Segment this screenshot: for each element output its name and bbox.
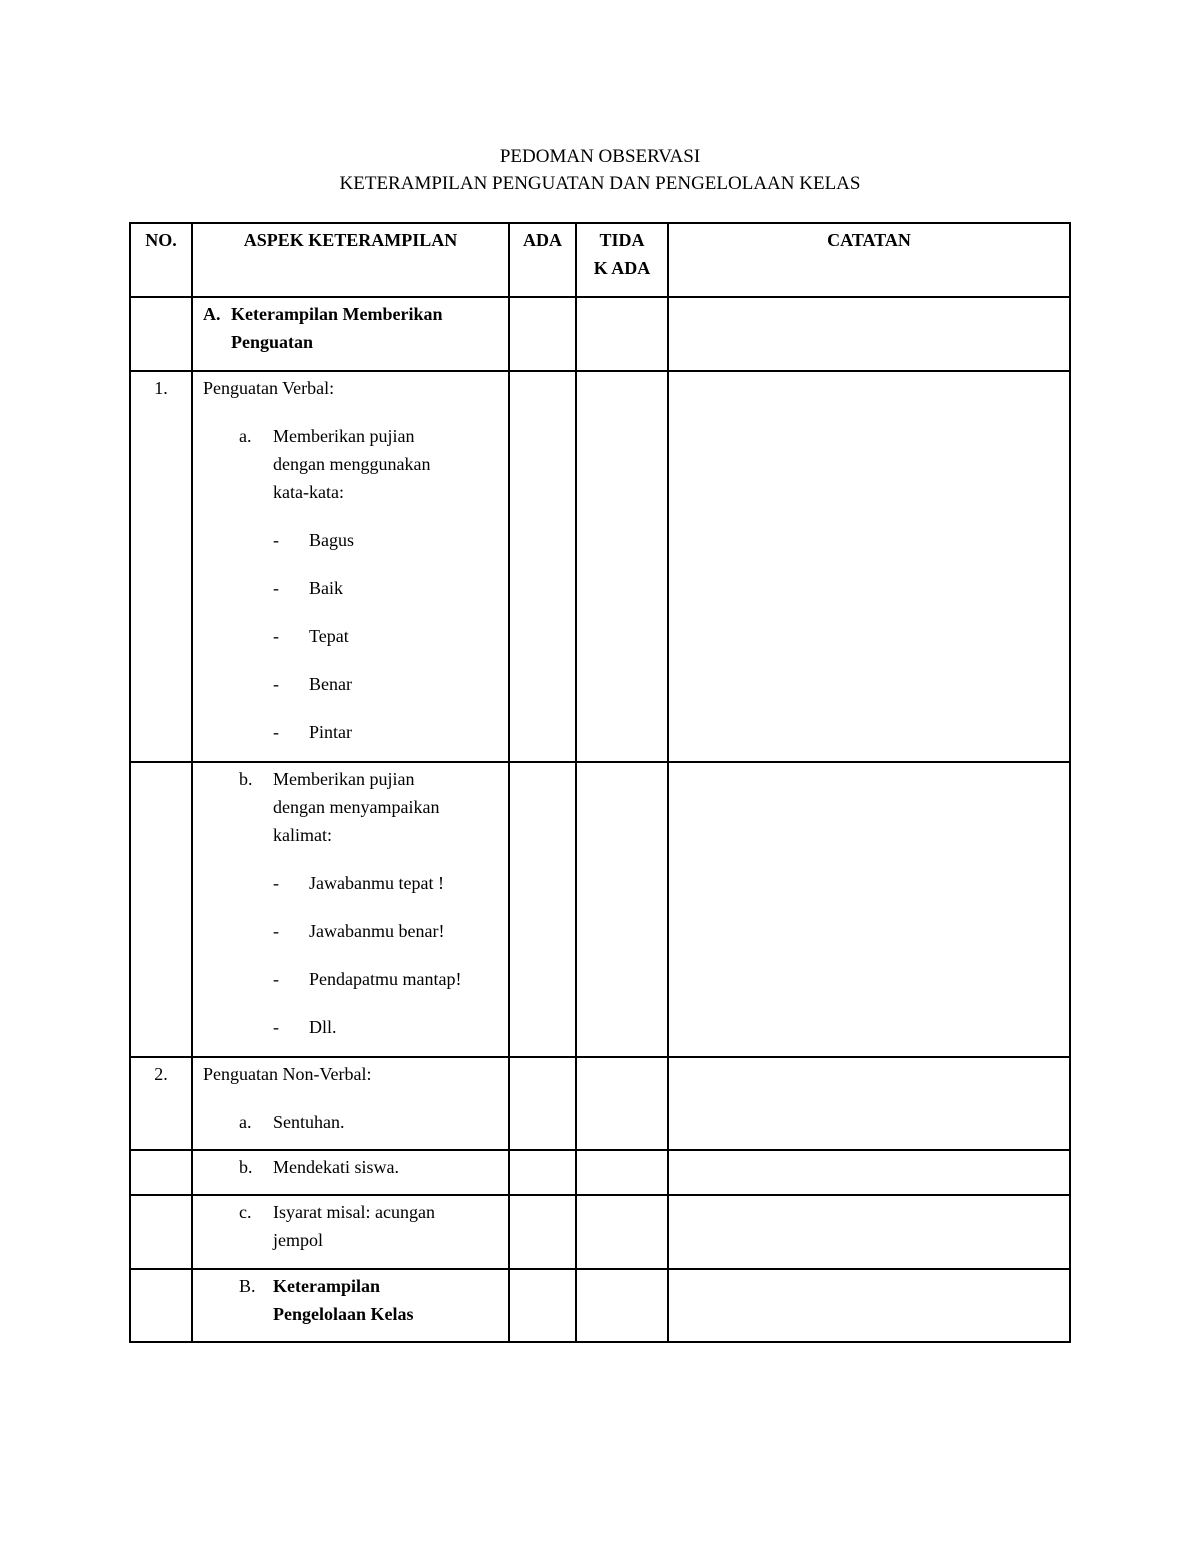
sub-list-item: - Jawabanmu tepat !: [273, 873, 444, 893]
sub-list-item: - Baik: [273, 578, 343, 598]
sub-list-item: - Benar: [273, 674, 352, 694]
list-item: b. Memberikan pujian dengan menyampaikan kalimat:: [239, 769, 440, 845]
table-row-1b: [130, 762, 1070, 1057]
cell-ada[interactable]: [509, 762, 576, 1057]
observation-table: [129, 222, 1071, 1343]
cell-aspek: [192, 371, 509, 762]
cell-aspek: [192, 1057, 509, 1150]
sub-list-item: - Pendapatmu mantap!: [273, 969, 462, 989]
cell-catatan[interactable]: [668, 762, 1070, 1057]
cell-ada[interactable]: [509, 1195, 576, 1269]
header-ada: ADA: [509, 223, 576, 297]
document-title: [0, 143, 1200, 197]
sub-list-item: - Jawabanmu benar!: [273, 921, 445, 941]
cell-aspek: [192, 1150, 509, 1195]
list-item: c. Isyarat misal: acungan jempol: [239, 1202, 435, 1250]
cell-tidak-ada[interactable]: [576, 297, 668, 371]
table-row-2b: [130, 1150, 1070, 1195]
cell-aspek: [192, 1195, 509, 1269]
row-2-heading: Penguatan Non-Verbal:: [203, 1064, 372, 1084]
sub-list-item: - Pintar: [273, 722, 352, 742]
cell-ada[interactable]: [509, 1269, 576, 1342]
list-item: a. Memberikan pujian dengan menggunakan kata-kata:: [239, 426, 431, 502]
table-row-section-a: [130, 297, 1070, 371]
cell-catatan[interactable]: [668, 1269, 1070, 1342]
cell-no: 2.: [130, 1057, 192, 1150]
section-a-heading: A. Keterampilan Memberikan Penguatan: [203, 304, 443, 352]
table-row-2: [130, 1057, 1070, 1150]
title-line-2: KETERAMPILAN PENGUATAN DAN PENGELOLAAN KELAS: [339, 173, 861, 194]
table-row-section-b: [130, 1269, 1070, 1342]
cell-ada[interactable]: [509, 371, 576, 762]
cell-tidak-ada[interactable]: [576, 1057, 668, 1150]
cell-no: 1.: [130, 371, 192, 762]
cell-catatan[interactable]: [668, 1057, 1070, 1150]
cell-aspek: [192, 762, 509, 1057]
list-item: b. Mendekati siswa.: [239, 1157, 399, 1177]
cell-aspek: [192, 297, 509, 371]
title-line-1: PEDOMAN OBSERVASI: [499, 146, 701, 167]
section-b-heading: B. Keterampilan Pengelolaan Kelas: [239, 1276, 414, 1324]
table-row-2c: [130, 1195, 1070, 1269]
cell-catatan[interactable]: [668, 1195, 1070, 1269]
cell-no: [130, 297, 192, 371]
sub-list-item: - Tepat: [273, 626, 349, 646]
header-catatan: CATATAN: [668, 223, 1070, 297]
cell-tidak-ada[interactable]: [576, 1195, 668, 1269]
header-tidak-ada: TIDA K ADA: [576, 223, 668, 297]
list-item: a. Sentuhan.: [239, 1112, 345, 1132]
cell-no: [130, 1269, 192, 1342]
cell-no: [130, 1150, 192, 1195]
sub-list-item: - Bagus: [273, 530, 354, 550]
sub-list-item: - Dll.: [273, 1017, 337, 1037]
cell-ada[interactable]: [509, 1150, 576, 1195]
cell-catatan[interactable]: [668, 371, 1070, 762]
cell-tidak-ada[interactable]: [576, 762, 668, 1057]
cell-tidak-ada[interactable]: [576, 371, 668, 762]
table-row-1: [130, 371, 1070, 762]
header-no: NO.: [130, 223, 192, 297]
row-1-heading: Penguatan Verbal:: [203, 378, 335, 398]
cell-tidak-ada[interactable]: [576, 1150, 668, 1195]
cell-no: [130, 1195, 192, 1269]
header-aspek: ASPEK KETERAMPILAN: [192, 223, 509, 297]
cell-catatan[interactable]: [668, 1150, 1070, 1195]
cell-aspek: [192, 1269, 509, 1342]
cell-no: [130, 762, 192, 1057]
cell-catatan[interactable]: [668, 297, 1070, 371]
header-row: [130, 223, 1070, 297]
cell-ada[interactable]: [509, 297, 576, 371]
cell-tidak-ada[interactable]: [576, 1269, 668, 1342]
cell-ada[interactable]: [509, 1057, 576, 1150]
